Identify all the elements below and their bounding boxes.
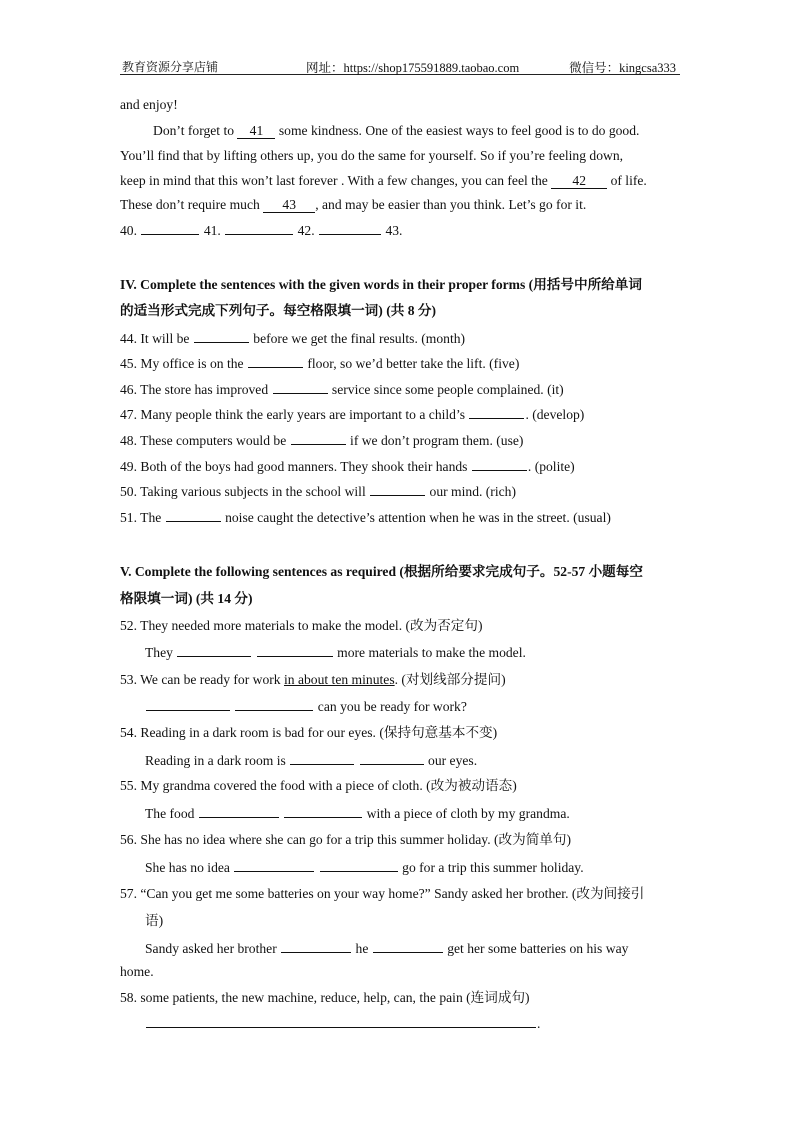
answer-blank[interactable] bbox=[360, 751, 424, 765]
answer-blank[interactable] bbox=[235, 697, 313, 711]
section-title: 格限填一词) (共 14 分) bbox=[120, 591, 253, 606]
page-header bbox=[120, 56, 680, 75]
question-49: 49. Both of the boys had good manners. They shook their hands . (polite) bbox=[120, 459, 575, 474]
passage-line: Don’t forget to 41 some kindness. One of the easiest ways to feel good is to do good. bbox=[153, 123, 640, 138]
question-51: 51. The noise caught the detective’s attention when he was in the street. (usual) bbox=[120, 510, 611, 525]
passage-line: These don’t require much 43 , and may be easier than you think. Let’s go for it. bbox=[120, 197, 587, 212]
answer-blank[interactable] bbox=[290, 751, 354, 765]
question-45: 45. My office is on the floor, so we’d better take the lift. (five) bbox=[120, 356, 520, 371]
answer-blank[interactable] bbox=[141, 221, 199, 235]
answer-blank[interactable] bbox=[320, 858, 398, 872]
blank-43: 43 bbox=[263, 198, 315, 213]
answer-blank[interactable] bbox=[234, 858, 314, 872]
question-46: 46. The store has improved service since some people complained. (it) bbox=[120, 382, 564, 397]
answer-blank[interactable] bbox=[146, 697, 230, 711]
question-57-cont: 语) bbox=[145, 913, 164, 928]
blank-41: 41 bbox=[237, 124, 275, 139]
shop-name: 教育资源分享店铺 bbox=[122, 60, 219, 74]
answer-58: . bbox=[145, 1014, 540, 1033]
answer-blank[interactable] bbox=[194, 329, 249, 343]
question-57: 57. “Can you get me some batteries on your way home?” Sandy asked her brother. (改为间接引 bbox=[120, 886, 645, 901]
answer-blank[interactable] bbox=[257, 643, 333, 657]
answer-57: Sandy asked her brother he get her some batteries on his way bbox=[145, 941, 629, 956]
underlined-phrase: in about ten minutes bbox=[283, 672, 395, 687]
passage-line: and enjoy! bbox=[120, 97, 178, 112]
answer-blank[interactable] bbox=[166, 508, 221, 522]
question-56: 56. She has no idea where she can go for a trip this summer holiday. (改为简单句) bbox=[120, 832, 572, 847]
section-title: 的适当形式完成下列句子。每空格限填一词) (共 8 分) bbox=[120, 303, 437, 318]
answer-line: 40. 41. 42. 43. bbox=[120, 223, 403, 238]
answer-52: They more materials to make the model. bbox=[145, 645, 526, 660]
question-50: 50. Taking various subjects in the school will our mind. (rich) bbox=[120, 484, 516, 499]
question-53: 53. We can be ready for work in about ten minutes. (对划线部分提问) bbox=[120, 672, 506, 687]
answer-56: She has no idea go for a trip this summer holiday. bbox=[145, 860, 584, 875]
passage-line: You’ll find that by lifting others up, you do the same for yourself. So if you’re feeling down, bbox=[120, 148, 624, 163]
answer-blank[interactable] bbox=[373, 939, 443, 953]
answer-blank[interactable] bbox=[146, 1014, 536, 1028]
wechat-id: 微信号：kingcsa333 bbox=[569, 61, 676, 75]
answer-blank[interactable] bbox=[284, 804, 362, 818]
answer-blank[interactable] bbox=[273, 380, 328, 394]
answer-blank[interactable] bbox=[199, 804, 279, 818]
question-47: 47. Many people think the early years are important to a child’s . (develop) bbox=[120, 407, 585, 422]
answer-57-end: home. bbox=[120, 964, 154, 979]
answer-blank[interactable] bbox=[472, 457, 527, 471]
passage-line: keep in mind that this won’t last forever . With a few changes, you can feel the 42 of life. bbox=[120, 173, 647, 188]
question-52: 52. They needed more materials to make the model. (改为否定句) bbox=[120, 618, 483, 633]
question-54: 54. Reading in a dark room is bad for our eyes. (保持句意基本不变) bbox=[120, 725, 498, 740]
answer-53: can you be ready for work? bbox=[145, 697, 467, 716]
question-55: 55. My grandma covered the food with a piece of cloth. (改为被动语态) bbox=[120, 778, 517, 793]
shop-url: 网址：https://shop175591889.taobao.com bbox=[306, 61, 520, 75]
answer-blank[interactable] bbox=[291, 431, 346, 445]
answer-blank[interactable] bbox=[177, 643, 251, 657]
answer-blank[interactable] bbox=[319, 221, 381, 235]
blank-42: 42 bbox=[551, 174, 607, 189]
section-title: V. Complete the following sentences as required (根据所给要求完成句子。52-57 小题每空 bbox=[120, 564, 643, 579]
answer-55: The food with a piece of cloth by my grandma. bbox=[145, 806, 570, 821]
answer-blank[interactable] bbox=[370, 482, 425, 496]
question-58: 58. some patients, the new machine, reduce, help, can, the pain (连词成句) bbox=[120, 990, 530, 1005]
question-48: 48. These computers would be if we don’t program them. (use) bbox=[120, 433, 524, 448]
section-title: IV. Complete the sentences with the given words in their proper forms (用括号中所给单词 bbox=[120, 277, 642, 292]
question-44: 44. It will be before we get the final results. (month) bbox=[120, 331, 466, 346]
answer-blank[interactable] bbox=[281, 939, 351, 953]
answer-blank[interactable] bbox=[248, 354, 303, 368]
answer-blank[interactable] bbox=[225, 221, 293, 235]
answer-blank[interactable] bbox=[469, 405, 524, 419]
answer-54: Reading in a dark room is our eyes. bbox=[145, 753, 478, 768]
